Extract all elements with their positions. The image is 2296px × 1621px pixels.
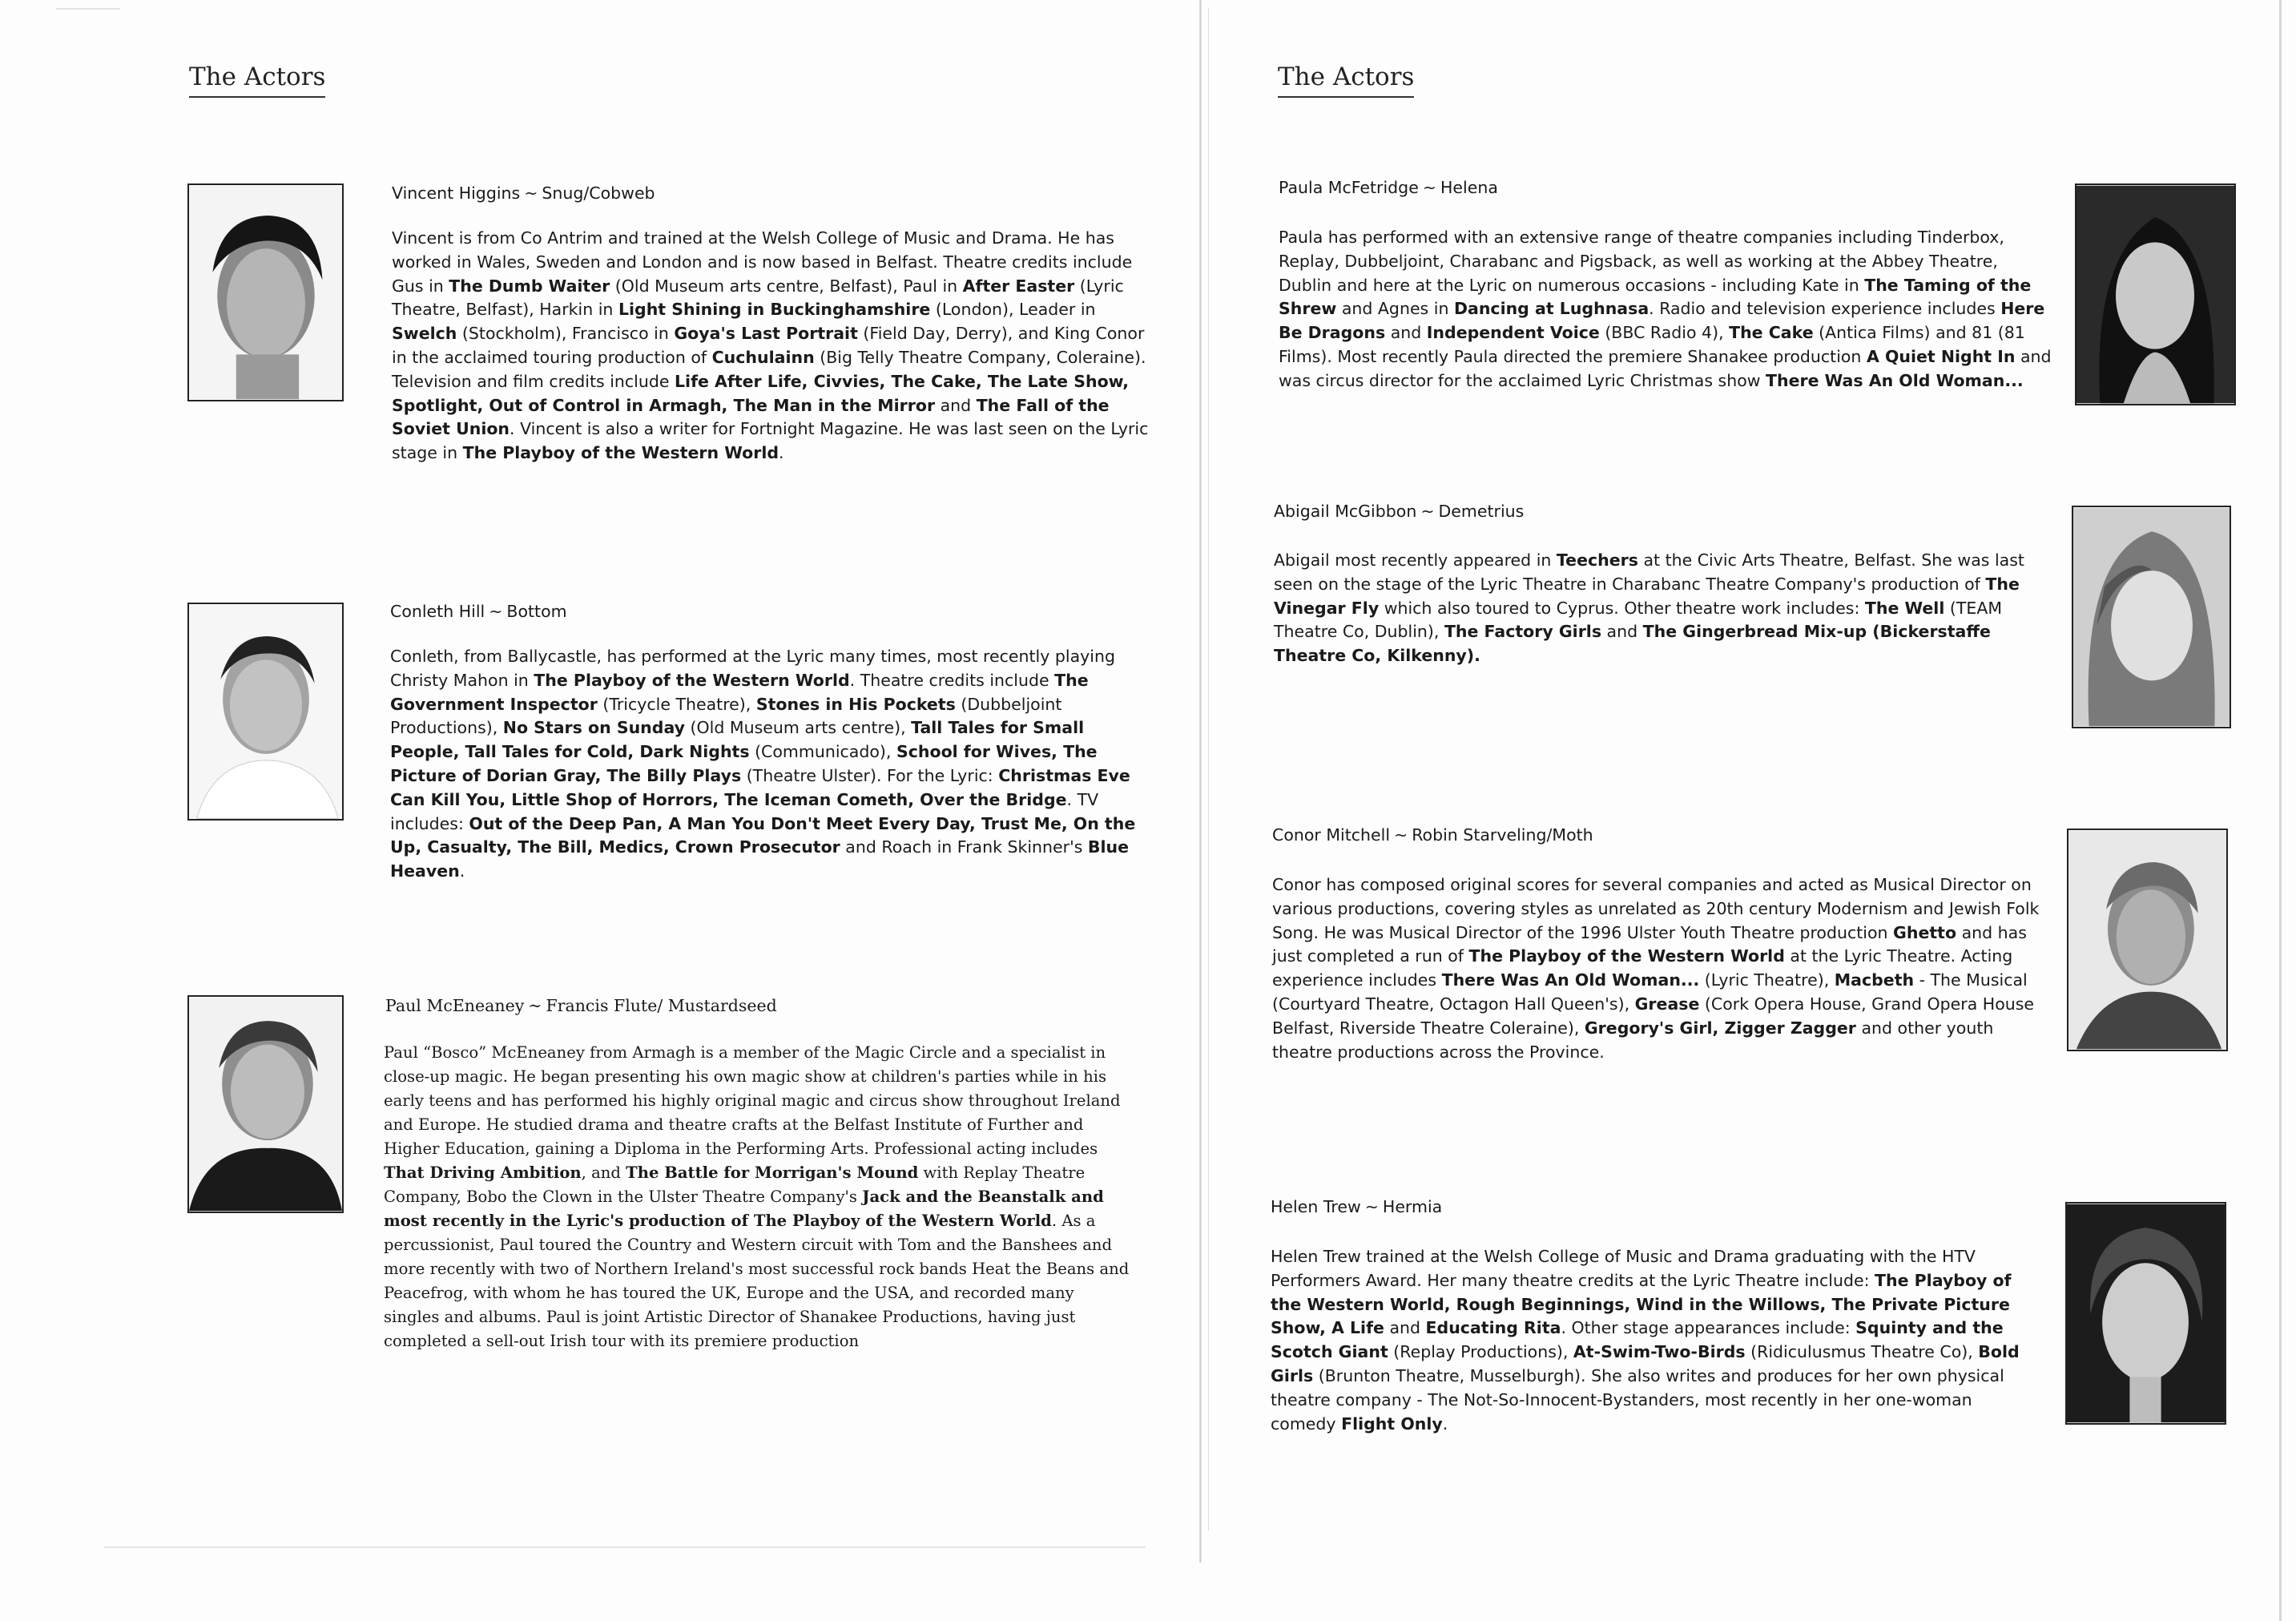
actor-bio — [1271, 1245, 2040, 1436]
bio-text: and has just completed a run of — [1272, 922, 2027, 966]
bio-text: . Other stage appearances include: — [1561, 1318, 1856, 1338]
actor-photo-paul-mceneaney — [187, 995, 344, 1213]
credit-title: The Government Inspector — [390, 670, 1089, 714]
tilde-separator: ~ — [1420, 502, 1435, 521]
bio-text: (Communicado), — [749, 742, 896, 762]
actor-heading — [1272, 825, 1593, 845]
bio-text: (Theatre Ulster). For the Lyric: — [741, 765, 999, 785]
actor-heading — [1271, 1197, 1442, 1216]
actor-bio — [392, 227, 1149, 466]
credit-title: Independent Voice — [1426, 323, 1600, 343]
actor-bio — [1279, 226, 2052, 393]
credit-title: The Vinegar Fly — [1274, 574, 2020, 618]
page-title: The Actors — [189, 63, 325, 98]
bio-text: (Stockholm), Francisco in — [457, 324, 675, 344]
tilde-separator: ~ — [528, 996, 542, 1015]
actor-heading — [385, 996, 777, 1015]
actor-name: Conleth Hill — [390, 602, 485, 621]
bio-text: (Lyric Theatre), — [1699, 970, 1835, 990]
page-title: The Actors — [1278, 63, 1414, 98]
bio-text: and — [1384, 1318, 1426, 1338]
actor-role: Robin Starveling/Moth — [1412, 825, 1593, 845]
bio-text: (Tricycle Theatre), — [597, 694, 756, 714]
bio-text: and was circus director for the acclaimed Lyric Christmas show — [1279, 346, 2052, 390]
credit-title: The Playboy of the Western World — [1468, 946, 1785, 966]
portrait-photo — [189, 185, 342, 400]
credit-title: Bold Girls — [1271, 1342, 2020, 1385]
bio-text: (Replay Productions), — [1388, 1342, 1573, 1362]
credit-title: There Was An Old Woman... — [1441, 970, 1700, 990]
bio-text: . Vincent is also a writer for Fortnight Magazine. He was last seen on the Lyric stage in — [392, 419, 1149, 463]
credit-title: The Playboy of the Western World — [534, 670, 850, 690]
actor-bio — [390, 645, 1150, 884]
credit-title: Gregory's Girl, Zigger Zagger — [1584, 1018, 1856, 1038]
actor-photo-vincent-higgins — [187, 183, 344, 401]
credit-title: Stones in His Pockets — [755, 694, 956, 714]
actor-role: Snug/Cobweb — [542, 183, 655, 203]
tilde-separator: ~ — [1422, 178, 1436, 197]
portrait-photo — [2073, 507, 2230, 727]
credit-title: There Was An Old Woman... — [1766, 370, 2024, 390]
credit-title: Out of the Deep Pan, A Man You Don't Meet Every Day, Trust Me, On the Up, Casualty, The Bill, Medics, Crown Prosecutor — [390, 813, 1136, 857]
right-page — [1202, 0, 2296, 1621]
bio-text: (London), Leader in — [930, 300, 1096, 320]
portrait-photo — [189, 997, 342, 1212]
credit-title: Light Shining in Buckinghamshire — [618, 300, 931, 320]
bio-text: . Theatre credits include — [849, 670, 1055, 690]
bio-text: at the Lyric Theatre. Acting experience includes — [1272, 946, 2013, 990]
bio-text: . As a percussionist, Paul toured the Country and Western circuit with Tom and the Banshees and more recently with two of Northern Ireland's most successful rock bands Heat the Beans and Peacefrog, with whom he has toured the UK, Europe and the USA, and recorded many singles and albums. Paul is joint Artistic Director of Shanakee Productions, having just completed a sell-out Irish tour with its premiere production — [384, 1212, 1130, 1350]
bio-text: Paula has performed with an extensive range of theatre companies including Tinderbox, Replay, Dubbeljoint, Charabanc and Pigsback, as well as working at the Abbey Theatre, Dublin and here at the Lyric on numerous occasions - including Kate in — [1279, 228, 2004, 295]
actor-role: Helena — [1440, 178, 1498, 197]
credit-title: The Well — [1864, 598, 1945, 618]
credit-title: Teechers — [1556, 550, 1638, 570]
bio-text: . — [1442, 1413, 1448, 1433]
portrait-photo — [2067, 1204, 2225, 1423]
credit-title: Goya's Last Portrait — [674, 324, 858, 344]
actor-photo-paula-mcfetridge — [2075, 183, 2236, 405]
actor-heading — [392, 183, 655, 203]
actor-bio — [1272, 873, 2045, 1064]
credit-title: The Battle for Morrigan's Mound — [626, 1163, 919, 1182]
bio-text: Abigail most recently appeared in — [1274, 550, 1557, 570]
bio-text: Conleth, from Ballycastle, has performed at the Lyric many times, most recently playing Christy Mahon in — [390, 647, 1115, 690]
credit-title: Blue Heaven — [390, 837, 1130, 881]
credit-title: Grease — [1634, 994, 1700, 1014]
credit-title: The Gingerbread Mix-up (Bickerstaffe Theatre Co, Kilkenny). — [1274, 622, 1991, 666]
bio-text: (Old Museum arts centre, Belfast), Paul in — [610, 276, 963, 296]
credit-title: After Easter — [962, 276, 1075, 296]
bio-text: and Agnes in — [1336, 299, 1454, 319]
credit-title: No Stars on Sunday — [502, 718, 686, 738]
tilde-separator: ~ — [524, 183, 538, 203]
bio-text: . — [459, 861, 465, 881]
bio-text: (Ridiculusmus Theatre Co), — [1745, 1342, 1979, 1362]
bio-text: at the Civic Arts Theatre, Belfast. She was last seen on the stage of the Lyric Theatre in Charabanc Theatre Company's production of — [1274, 550, 2024, 594]
actor-name: Abigail McGibbon — [1274, 502, 1417, 521]
bio-text: (Antica Films) and 81 (81 Films). Most recently Paula directed the premiere Shanakee production — [1279, 323, 2025, 366]
tilde-separator: ~ — [489, 602, 503, 621]
portrait-photo — [2068, 830, 2226, 1050]
actor-heading — [390, 602, 567, 621]
actor-name: Vincent Higgins — [392, 183, 521, 203]
credit-title: The Playboy of the Western World, Rough Beginnings, Wind in the Willows, The Private Picture Show, A Life — [1271, 1270, 2012, 1338]
bio-text: . TV includes: — [390, 789, 1099, 833]
actor-name: Helen Trew — [1271, 1197, 1361, 1216]
bio-text: - The Musical (Courtyard Theatre, Octagon Hall Queen's), — [1272, 970, 2028, 1014]
actor-photo-conor-mitchell — [2067, 829, 2228, 1051]
bio-text: (Field Day, Derry), and King Conor in the acclaimed touring production of — [392, 324, 1145, 367]
credit-title: Jack and the Beanstalk and most recently in the Lyric's production of The Playboy of the Western World — [384, 1188, 1104, 1230]
actor-heading — [1274, 502, 1524, 521]
actor-role: Demetrius — [1438, 502, 1525, 521]
credit-title: Tall Tales for Small People, Tall Tales for Cold, Dark Nights — [390, 718, 1085, 762]
actor-bio — [384, 1041, 1133, 1353]
credit-title: Educating Rita — [1425, 1318, 1561, 1338]
bio-text: (BBC Radio 4), — [1599, 323, 1730, 343]
bio-text: and Roach in Frank Skinner's — [840, 837, 1088, 857]
credit-title: The Factory Girls — [1444, 622, 1602, 642]
credit-title: Squinty and the Scotch Giant — [1271, 1318, 2004, 1362]
credit-title: Ghetto — [1893, 922, 1957, 942]
actor-name: Conor Mitchell — [1272, 825, 1391, 845]
bio-text: . Radio and television experience includes — [1649, 299, 2001, 319]
tilde-separator: ~ — [1394, 825, 1408, 845]
actor-photo-conleth-hill — [187, 603, 344, 821]
credit-title: A Quiet Night In — [1866, 346, 2016, 366]
credit-title: Life After Life, Civvies, The Cake, The Late Show, Spotlight, Out of Control in Armagh, The Man in the Mirror — [392, 371, 1130, 415]
bio-text: with Replay Theatre Company, Bobo the Clown in the Ulster Theatre Company's — [384, 1163, 1086, 1206]
bio-text: and — [935, 395, 977, 415]
portrait-photo — [2076, 185, 2234, 404]
credit-title: That Driving Ambition — [384, 1163, 582, 1182]
bio-text: (TEAM Theatre Co, Dublin), — [1274, 598, 2003, 642]
bio-text: Helen Trew trained at the Welsh College of Music and Drama graduating with the HTV Performers Award. Her many theatre credits at the Lyric Theatre include: — [1271, 1247, 1976, 1290]
credit-title: Christmas Eve Can Kill You, Little Shop of Horrors, The Iceman Cometh, Over the Bridge — [390, 765, 1130, 809]
actor-role: Hermia — [1382, 1197, 1443, 1216]
bio-text: Conor has composed original scores for several companies and acted as Musical Director on various productions, covering styles as unrelated as 20th century Modernism and Jewish Folk Song. He was Musical Director of the 1996 Ulster Youth Theatre production — [1272, 875, 2040, 942]
actor-photo-abigail-mcgibbon — [2072, 506, 2231, 728]
bio-text: (Lyric Theatre, Belfast), Harkin in — [392, 276, 1124, 320]
bio-text: and — [1385, 323, 1427, 343]
actor-role: Bottom — [506, 602, 567, 621]
tilde-separator: ~ — [1364, 1197, 1379, 1216]
bio-text: (Old Museum arts centre), — [685, 718, 912, 738]
bio-text: . — [779, 443, 784, 463]
bio-text: Paul “Bosco” McEneaney from Armagh is a member of the Magic Circle and a specialist in close-up magic. He began presenting his own magic show at children's parties while in his early teens and has performed his highly original magic and circus show throughout Ireland and Europe. He studied drama and theatre crafts at the Belfast Institute of Further and Higher Education, gaining a Diploma in the Performing Arts. Professional acting includes — [384, 1043, 1121, 1158]
credit-title: Cuchulainn — [711, 347, 815, 367]
actor-role: Francis Flute/ Mustardseed — [546, 996, 777, 1015]
bio-text: (Brunton Theatre, Musselburgh). She also writes and produces for her own physical theatre company - The Not-So-Innocent-Bystanders, most recently in her one-woman comedy — [1271, 1365, 2004, 1433]
credit-title: Here Be Dragons — [1279, 299, 2045, 343]
bio-text: (Dubbeljoint Productions), — [390, 694, 1062, 738]
bio-text: (Cork Opera House, Grand Opera House Belfast, Riverside Theatre Coleraine), — [1272, 994, 2035, 1038]
actor-heading — [1279, 178, 1498, 197]
bio-text: (Big Telly Theatre Company, Coleraine). Television and film credits include — [392, 347, 1146, 391]
credit-title: School for Wives, The Picture of Dorian Gray, The Billy Plays — [390, 742, 1098, 785]
bio-text: Vincent is from Co Antrim and trained at the Welsh College of Music and Drama. He has worked in Wales, Sweden and London and is now based in Belfast. Theatre credits include Gus in — [392, 228, 1133, 296]
actor-bio — [1274, 549, 2043, 668]
credit-title: The Fall of the Soviet Union — [392, 395, 1110, 439]
credit-title: The Taming of the Shrew — [1279, 275, 2032, 319]
bio-text: and other youth theatre productions across the Province. — [1272, 1018, 1994, 1062]
credit-title: The Cake — [1729, 323, 1814, 343]
bio-text: which also toured to Cyprus. Other theatre work includes: — [1379, 598, 1865, 618]
credit-title: The Playboy of the Western World — [462, 443, 779, 463]
credit-title: Macbeth — [1834, 970, 1915, 990]
credit-title: The Dumb Waiter — [449, 276, 610, 296]
actor-photo-helen-trew — [2065, 1202, 2226, 1425]
credit-title: Flight Only — [1341, 1413, 1443, 1433]
credit-title: Dancing at Lughnasa — [1453, 299, 1649, 319]
actor-name: Paul McEneaney — [385, 996, 525, 1015]
actor-name: Paula McFetridge — [1279, 178, 1419, 197]
bio-text: and — [1601, 622, 1643, 642]
credit-title: At-Swim-Two-Birds — [1573, 1342, 1746, 1362]
credit-title: Swelch — [392, 324, 457, 344]
bio-text: , and — [581, 1163, 626, 1182]
portrait-photo — [189, 604, 342, 819]
